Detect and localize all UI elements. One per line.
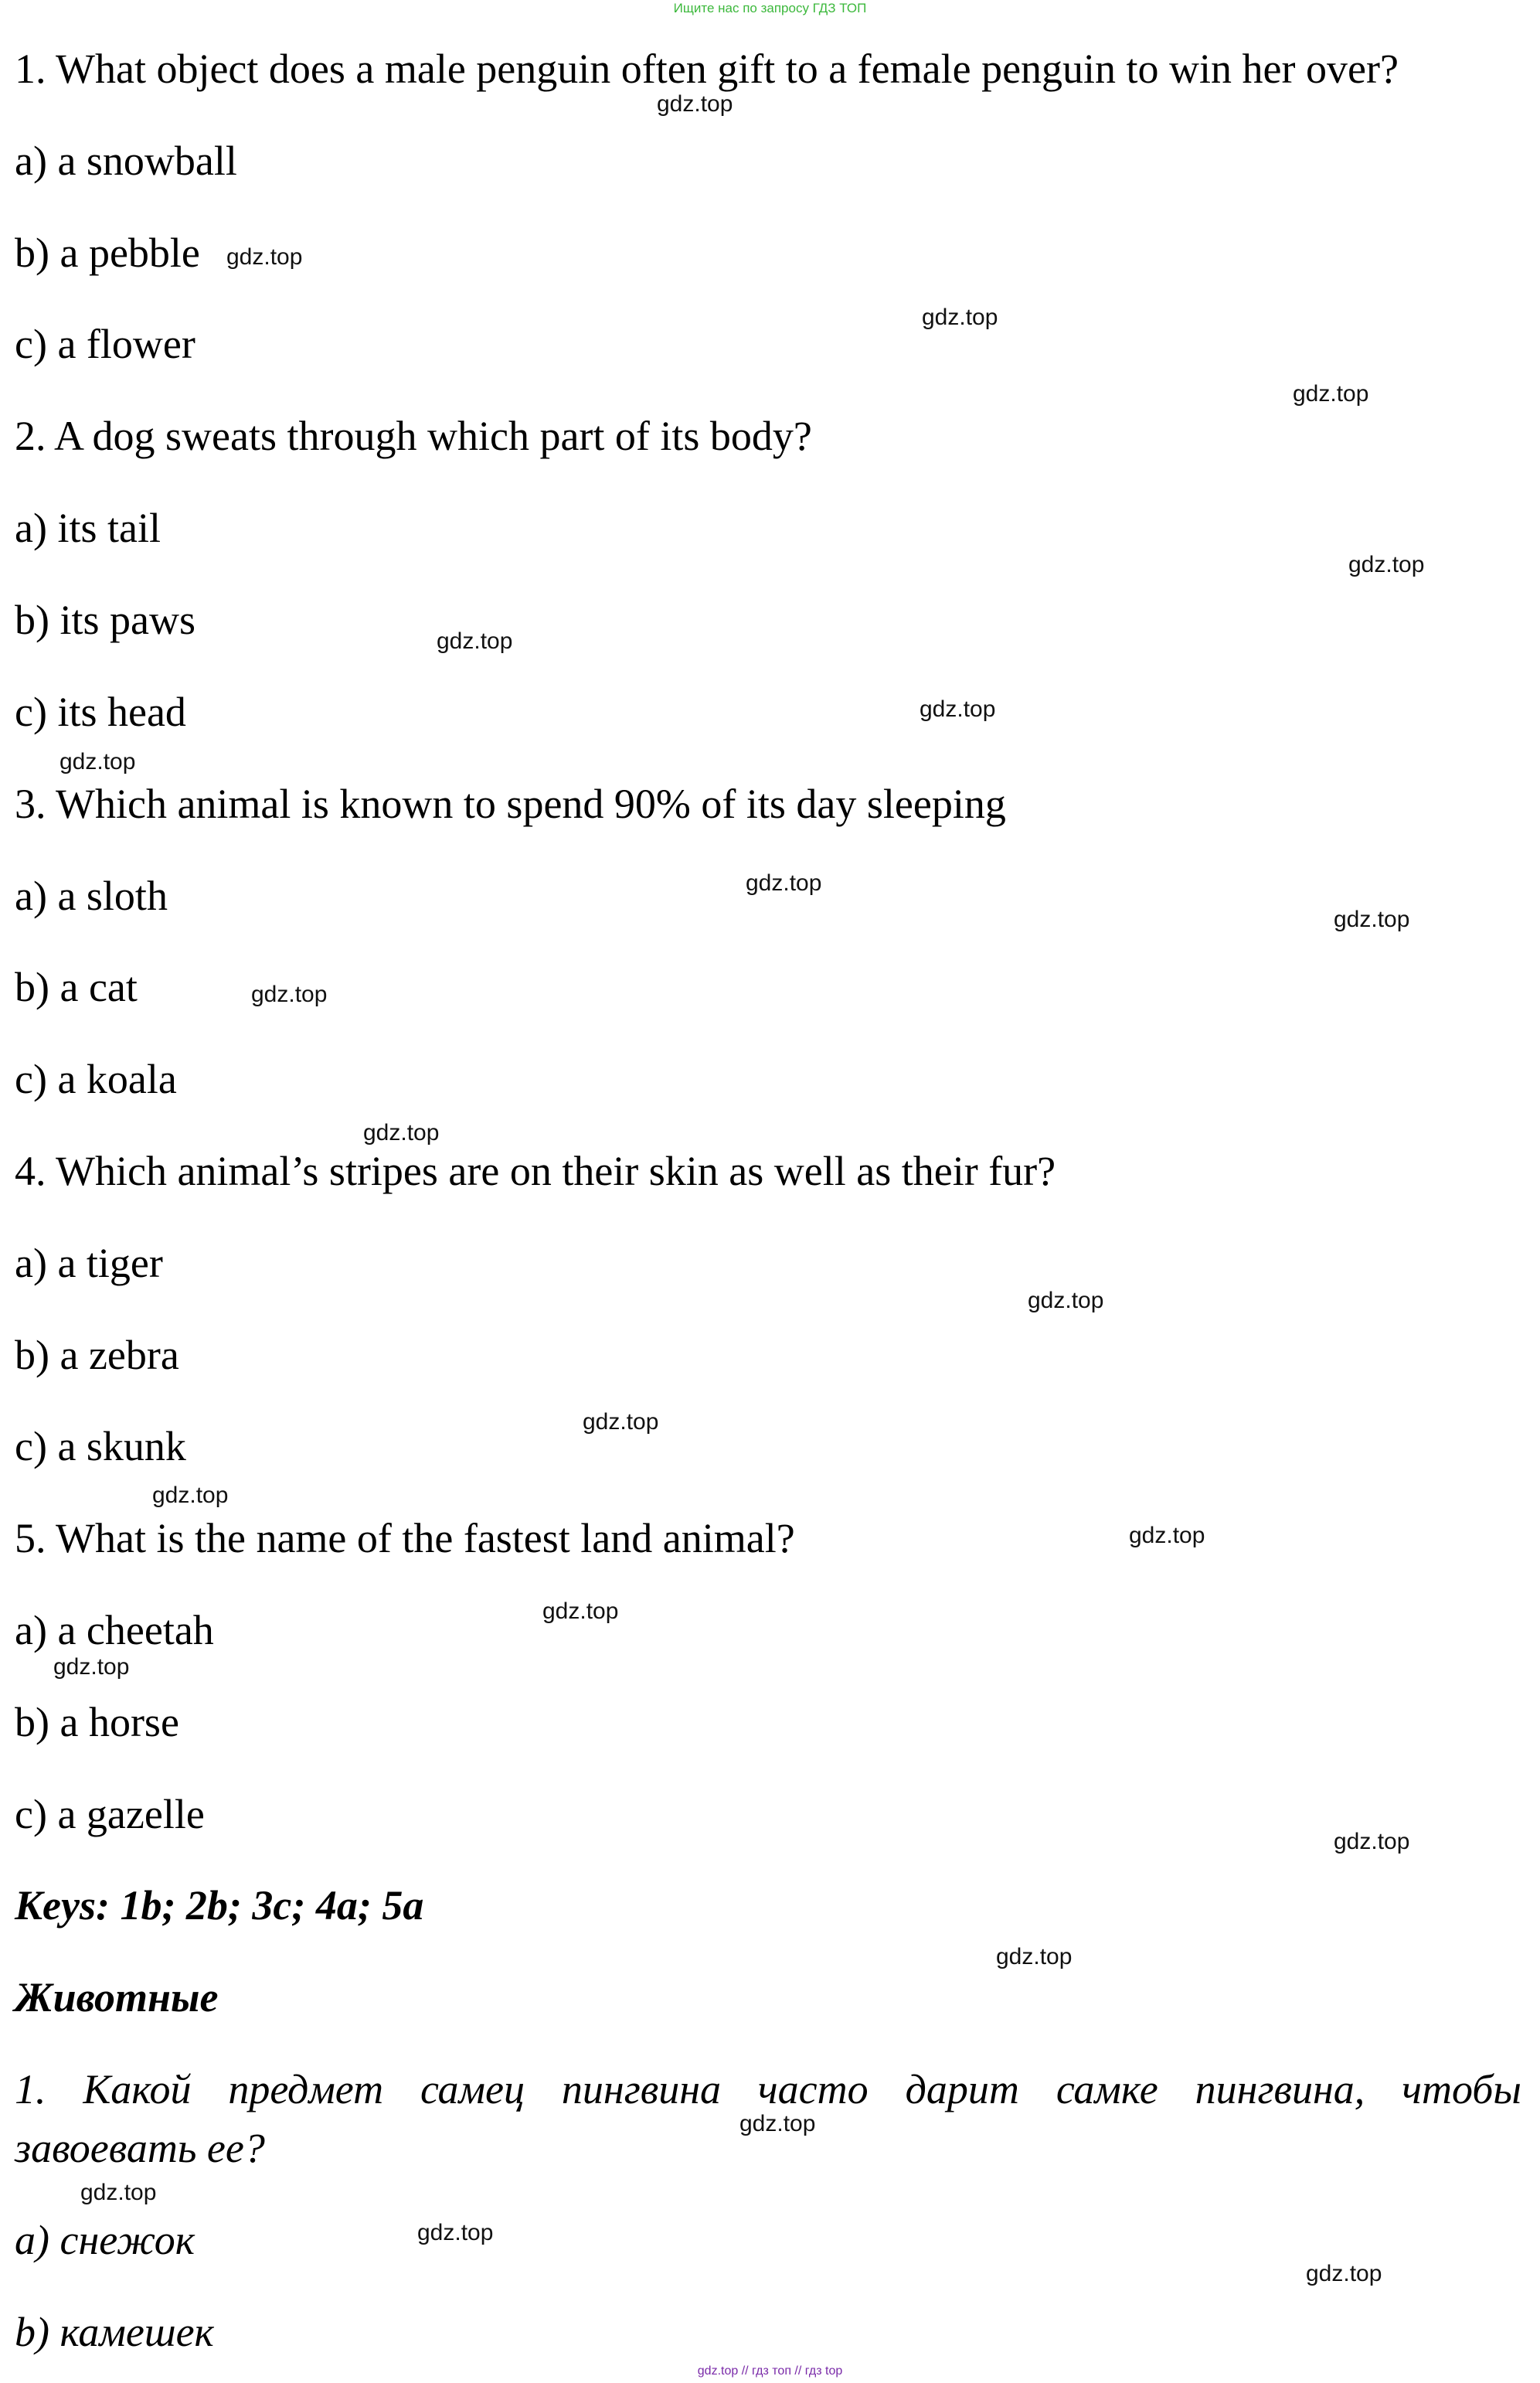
- watermark: gdz.top: [226, 244, 303, 270]
- watermark: gdz.top: [363, 1120, 440, 1146]
- word: пингвина,: [1195, 2066, 1365, 2112]
- russian-option-b: b) камешек: [15, 2309, 214, 2355]
- q2-option-a: a) its tail: [15, 505, 161, 551]
- watermark: gdz.top: [920, 696, 996, 722]
- q4-option-a: a) a tiger: [15, 1240, 163, 1286]
- q4-option-b: b) a zebra: [15, 1332, 179, 1378]
- q3-option-b: b) a cat: [15, 964, 138, 1010]
- word: 1.: [15, 2066, 46, 2112]
- q1-option-c: c) a flower: [15, 321, 195, 367]
- watermark: gdz.top: [1293, 381, 1369, 407]
- watermark: gdz.top: [59, 749, 136, 774]
- q5-option-b: b) a horse: [15, 1699, 179, 1745]
- watermark: gdz.top: [152, 1483, 229, 1508]
- russian-question-1-line-2: завоевать ее?: [15, 2125, 265, 2171]
- question-2: 2. A dog sweats through which part of its body?: [15, 413, 812, 459]
- russian-heading: Животные: [15, 1974, 219, 2020]
- word: чтобы: [1402, 2066, 1521, 2112]
- question-4: 4. Which animal’s stripes are on their skin as well as their fur?: [15, 1148, 1056, 1194]
- watermark: gdz.top: [1334, 1829, 1410, 1854]
- q5-option-a: a) a cheetah: [15, 1607, 214, 1653]
- answer-keys: Keys: 1b; 2b; 3c; 4a; 5a: [15, 1882, 424, 1929]
- question-5: 5. What is the name of the fastest land animal?: [15, 1515, 795, 1561]
- q4-option-c: c) a skunk: [15, 1423, 186, 1469]
- watermark: gdz.top: [1306, 2261, 1382, 2286]
- watermark: gdz.top: [1028, 1288, 1104, 1313]
- watermark: gdz.top: [437, 628, 513, 654]
- watermark: gdz.top: [542, 1598, 619, 1624]
- watermark: gdz.top: [657, 91, 733, 117]
- watermark: gdz.top: [251, 982, 328, 1007]
- word: предмет: [228, 2066, 384, 2112]
- russian-option-a: а) снежок: [15, 2217, 195, 2263]
- question-3: 3. Which animal is known to spend 90% of its day sleeping: [15, 781, 1006, 827]
- russian-question-1-line-1: [15, 2068, 1521, 2110]
- watermark: gdz.top: [1334, 907, 1410, 932]
- watermark: gdz.top: [583, 1409, 659, 1435]
- word: Какой: [83, 2066, 192, 2112]
- watermark: gdz.top: [739, 2111, 816, 2136]
- watermark: gdz.top: [996, 1944, 1073, 1969]
- watermark: gdz.top: [1129, 1523, 1205, 1548]
- word: дарит: [905, 2066, 1019, 2112]
- footer-links: gdz.top // гдз топ // гдз top: [697, 2364, 843, 2378]
- q5-option-c: c) a gazelle: [15, 1791, 205, 1837]
- q1-option-a: a) a snowball: [15, 138, 237, 184]
- question-1: 1. What object does a male penguin often gift to a female penguin to win her over?: [15, 46, 1399, 92]
- watermark: gdz.top: [746, 870, 822, 896]
- top-banner: Ищите нас по запросу ГДЗ ТОП: [673, 1, 867, 15]
- q3-option-c: c) a koala: [15, 1056, 177, 1102]
- q2-option-b: b) its paws: [15, 597, 195, 643]
- q3-option-a: a) a sloth: [15, 873, 168, 919]
- watermark: gdz.top: [922, 305, 998, 330]
- watermark: gdz.top: [417, 2220, 494, 2245]
- watermark: gdz.top: [53, 1654, 130, 1680]
- q2-option-c: c) its head: [15, 689, 186, 735]
- word: самке: [1056, 2066, 1158, 2112]
- q1-option-b: b) a pebble: [15, 230, 200, 276]
- watermark: gdz.top: [80, 2180, 157, 2205]
- word: самец: [420, 2066, 525, 2112]
- word: часто: [757, 2066, 869, 2112]
- word: пингвина: [561, 2066, 721, 2112]
- watermark: gdz.top: [1348, 552, 1425, 577]
